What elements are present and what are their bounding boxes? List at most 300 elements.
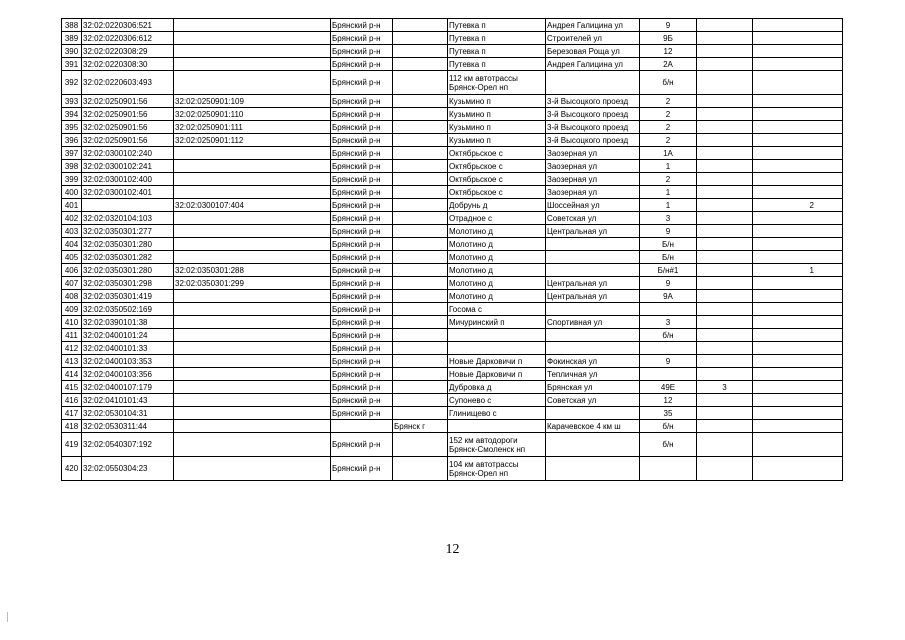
settlement-cell: Супонево с <box>448 394 546 407</box>
cadastral-number-cell: 32:02:0250901:56 <box>82 134 174 147</box>
apartment-number-cell <box>753 251 843 264</box>
apartment-number-cell <box>753 433 843 457</box>
cadastral-number-cell: 32:02:0250901:56 <box>82 108 174 121</box>
street-cell: Андрея Галицина ул <box>546 58 640 71</box>
street-cell <box>546 71 640 95</box>
building-number-cell <box>697 225 753 238</box>
house-number-cell: 9Б <box>640 32 697 45</box>
settlement-cell: Молотино д <box>448 238 546 251</box>
city-cell <box>393 225 448 238</box>
building-number-cell <box>697 420 753 433</box>
building-number-cell <box>697 238 753 251</box>
district-cell: Брянский р-н <box>331 290 393 303</box>
city-cell <box>393 433 448 457</box>
apartment-number-cell <box>753 368 843 381</box>
settlement-cell: Кузьмино п <box>448 134 546 147</box>
district-cell: Брянский р-н <box>331 186 393 199</box>
city-cell <box>393 368 448 381</box>
street-cell: Тепличная ул <box>546 368 640 381</box>
settlement-cell: Добрунь д <box>448 199 546 212</box>
settlement-cell: Октябрьское с <box>448 186 546 199</box>
street-cell: 3-й Высоцкого проезд <box>546 121 640 134</box>
house-number-cell: 1 <box>640 186 697 199</box>
parent-cadastral-number-cell <box>174 407 331 420</box>
street-cell: Андрея Галицина ул <box>546 19 640 32</box>
apartment-number-cell <box>753 71 843 95</box>
city-cell <box>393 381 448 394</box>
settlement-cell: Октябрьское с <box>448 173 546 186</box>
apartment-number-cell: 1 <box>753 264 843 277</box>
cadastral-number-cell: 32:02:0220306:612 <box>82 32 174 45</box>
table-row <box>62 316 843 329</box>
street-cell <box>546 238 640 251</box>
district-cell: Брянский р-н <box>331 329 393 342</box>
row-number-cell: 407 <box>62 277 82 290</box>
district-cell: Брянский р-н <box>331 433 393 457</box>
table-row <box>62 420 843 433</box>
row-number-cell: 398 <box>62 160 82 173</box>
district-cell: Брянский р-н <box>331 173 393 186</box>
settlement-cell: Новые Дарковичи п <box>448 355 546 368</box>
district-cell: Брянский р-н <box>331 160 393 173</box>
row-number-cell: 388 <box>62 19 82 32</box>
parent-cadastral-number-cell <box>174 186 331 199</box>
parent-cadastral-number-cell <box>174 368 331 381</box>
building-number-cell <box>697 212 753 225</box>
apartment-number-cell: 2 <box>753 199 843 212</box>
district-cell: Брянский р-н <box>331 19 393 32</box>
settlement-cell: Молотино д <box>448 251 546 264</box>
street-cell: Фокинская ул <box>546 355 640 368</box>
district-cell: Брянский р-н <box>331 147 393 160</box>
cadastral-number-cell: 32:02:0220603:493 <box>82 71 174 95</box>
house-number-cell: 49Е <box>640 381 697 394</box>
settlement-cell: Путевка п <box>448 58 546 71</box>
row-number-cell: 396 <box>62 134 82 147</box>
house-number-cell: 9А <box>640 290 697 303</box>
building-number-cell: 3 <box>697 381 753 394</box>
city-cell <box>393 316 448 329</box>
table-row <box>62 290 843 303</box>
cadastral-number-cell: 32:02:0350301:419 <box>82 290 174 303</box>
cadastral-number-cell: 32:02:0350301:282 <box>82 251 174 264</box>
building-number-cell <box>697 290 753 303</box>
table-row <box>62 199 843 212</box>
row-number-cell: 389 <box>62 32 82 45</box>
table-row <box>62 32 843 45</box>
apartment-number-cell <box>753 186 843 199</box>
house-number-cell: 35 <box>640 407 697 420</box>
building-number-cell <box>697 199 753 212</box>
district-cell: Брянский р-н <box>331 134 393 147</box>
building-number-cell <box>697 121 753 134</box>
cadastral-number-cell: 32:02:0530104:31 <box>82 407 174 420</box>
parent-cadastral-number-cell <box>174 329 331 342</box>
street-cell: 3-й Высоцкого проезд <box>546 108 640 121</box>
settlement-cell <box>448 329 546 342</box>
parent-cadastral-number-cell <box>174 394 331 407</box>
table-row <box>62 160 843 173</box>
city-cell <box>393 134 448 147</box>
apartment-number-cell <box>753 95 843 108</box>
city-cell <box>393 199 448 212</box>
district-cell: Брянский р-н <box>331 251 393 264</box>
house-number-cell: 2 <box>640 121 697 134</box>
row-number-cell: 410 <box>62 316 82 329</box>
building-number-cell <box>697 45 753 58</box>
parent-cadastral-number-cell <box>174 71 331 95</box>
house-number-cell: Б/н <box>640 251 697 264</box>
row-number-cell: 392 <box>62 71 82 95</box>
table-row <box>62 58 843 71</box>
table-row <box>62 173 843 186</box>
district-cell: Брянский р-н <box>331 225 393 238</box>
apartment-number-cell <box>753 277 843 290</box>
house-number-cell: 1А <box>640 147 697 160</box>
row-number-cell: 411 <box>62 329 82 342</box>
row-number-cell: 401 <box>62 199 82 212</box>
table-row <box>62 277 843 290</box>
building-number-cell <box>697 160 753 173</box>
building-number-cell <box>697 32 753 45</box>
settlement-cell: Кузьмино п <box>448 95 546 108</box>
apartment-number-cell <box>753 160 843 173</box>
house-number-cell: 9 <box>640 19 697 32</box>
city-cell <box>393 457 448 481</box>
settlement-cell: Молотино д <box>448 277 546 290</box>
table-row <box>62 329 843 342</box>
street-cell: 3-й Высоцкого проезд <box>546 134 640 147</box>
table-row <box>62 355 843 368</box>
cadastral-number-cell: 32:02:0350301:298 <box>82 277 174 290</box>
city-cell <box>393 186 448 199</box>
city-cell <box>393 45 448 58</box>
row-number-cell: 409 <box>62 303 82 316</box>
table-row <box>62 121 843 134</box>
table-row <box>62 238 843 251</box>
row-number-cell: 391 <box>62 58 82 71</box>
address-register-table <box>61 18 843 481</box>
parent-cadastral-number-cell: 32:02:0250901:112 <box>174 134 331 147</box>
cadastral-number-cell: 32:02:0300102:401 <box>82 186 174 199</box>
parent-cadastral-number-cell: 32:02:0300107:404 <box>174 199 331 212</box>
settlement-cell: 152 км автодороги Брянск-Смоленск нп <box>448 433 546 457</box>
apartment-number-cell <box>753 121 843 134</box>
city-cell <box>393 290 448 303</box>
district-cell: Брянский р-н <box>331 355 393 368</box>
settlement-cell: Октябрьское с <box>448 160 546 173</box>
apartment-number-cell <box>753 420 843 433</box>
cadastral-number-cell: 32:02:0390101:38 <box>82 316 174 329</box>
row-number-cell: 402 <box>62 212 82 225</box>
city-cell <box>393 238 448 251</box>
parent-cadastral-number-cell: 32:02:0250901:109 <box>174 95 331 108</box>
row-number-cell: 419 <box>62 433 82 457</box>
building-number-cell <box>697 264 753 277</box>
street-cell: 3-й Высоцкого проезд <box>546 95 640 108</box>
cadastral-number-cell <box>82 199 174 212</box>
building-number-cell <box>697 186 753 199</box>
settlement-cell: Мичуринский п <box>448 316 546 329</box>
row-number-cell: 390 <box>62 45 82 58</box>
house-number-cell <box>640 303 697 316</box>
district-cell: Брянский р-н <box>331 277 393 290</box>
apartment-number-cell <box>753 238 843 251</box>
row-number-cell: 394 <box>62 108 82 121</box>
city-cell <box>393 264 448 277</box>
table-row <box>62 95 843 108</box>
house-number-cell: Б/н#1 <box>640 264 697 277</box>
settlement-cell: Путевка п <box>448 19 546 32</box>
parent-cadastral-number-cell <box>174 19 331 32</box>
city-cell <box>393 19 448 32</box>
city-cell <box>393 173 448 186</box>
settlement-cell: Молотино д <box>448 225 546 238</box>
parent-cadastral-number-cell <box>174 381 331 394</box>
city-cell <box>393 121 448 134</box>
cadastral-number-cell: 32:02:0350502:169 <box>82 303 174 316</box>
house-number-cell: 12 <box>640 45 697 58</box>
district-cell: Брянский р-н <box>331 368 393 381</box>
street-cell: Заозерная ул <box>546 147 640 160</box>
cadastral-number-cell: 32:02:0220308:29 <box>82 45 174 58</box>
parent-cadastral-number-cell: 32:02:0350301:299 <box>174 277 331 290</box>
house-number-cell: Б/н <box>640 238 697 251</box>
house-number-cell: 9 <box>640 277 697 290</box>
street-cell <box>546 329 640 342</box>
street-cell: Спортивная ул <box>546 316 640 329</box>
street-cell: Центральная ул <box>546 225 640 238</box>
building-number-cell <box>697 355 753 368</box>
apartment-number-cell <box>753 134 843 147</box>
city-cell: Брянск г <box>393 420 448 433</box>
table-row <box>62 368 843 381</box>
parent-cadastral-number-cell <box>174 58 331 71</box>
street-cell: Брянская ул <box>546 381 640 394</box>
page-number: 12 <box>445 542 460 557</box>
row-number-cell: 413 <box>62 355 82 368</box>
district-cell: Брянский р-н <box>331 303 393 316</box>
cadastral-number-cell: 32:02:0220306:521 <box>82 19 174 32</box>
district-cell: Брянский р-н <box>331 407 393 420</box>
house-number-cell: б/н <box>640 329 697 342</box>
district-cell: Брянский р-н <box>331 95 393 108</box>
district-cell: Брянский р-н <box>331 316 393 329</box>
district-cell: Брянский р-н <box>331 457 393 481</box>
house-number-cell: 3 <box>640 212 697 225</box>
settlement-cell: Молотино д <box>448 290 546 303</box>
table-row <box>62 381 843 394</box>
city-cell <box>393 71 448 95</box>
building-number-cell <box>697 147 753 160</box>
settlement-cell: Кузьмино п <box>448 108 546 121</box>
settlement-cell: 112 км автотрассы Брянск-Орел нп <box>448 71 546 95</box>
table-row <box>62 108 843 121</box>
apartment-number-cell <box>753 303 843 316</box>
city-cell <box>393 160 448 173</box>
building-number-cell <box>697 329 753 342</box>
street-cell: Строителей ул <box>546 32 640 45</box>
house-number-cell: 1 <box>640 160 697 173</box>
parent-cadastral-number-cell: 32:02:0350301:288 <box>174 264 331 277</box>
cadastral-number-cell: 32:02:0400103:356 <box>82 368 174 381</box>
city-cell <box>393 95 448 108</box>
parent-cadastral-number-cell <box>174 212 331 225</box>
row-number-cell: 399 <box>62 173 82 186</box>
settlement-cell <box>448 420 546 433</box>
cadastral-number-cell: 32:02:0530311:44 <box>82 420 174 433</box>
district-cell: Брянский р-н <box>331 394 393 407</box>
table-row <box>62 394 843 407</box>
house-number-cell: 12 <box>640 394 697 407</box>
building-number-cell <box>697 134 753 147</box>
house-number-cell: 2 <box>640 134 697 147</box>
street-cell <box>546 457 640 481</box>
apartment-number-cell <box>753 381 843 394</box>
settlement-cell: Госома с <box>448 303 546 316</box>
settlement-cell: Путевка п <box>448 45 546 58</box>
building-number-cell <box>697 95 753 108</box>
table-row <box>62 71 843 95</box>
building-number-cell <box>697 277 753 290</box>
parent-cadastral-number-cell <box>174 160 331 173</box>
building-number-cell <box>697 19 753 32</box>
apartment-number-cell <box>753 225 843 238</box>
house-number-cell: 1 <box>640 199 697 212</box>
row-number-cell: 412 <box>62 342 82 355</box>
cadastral-number-cell: 32:02:0540307:192 <box>82 433 174 457</box>
settlement-cell: Молотино д <box>448 264 546 277</box>
street-cell <box>546 251 640 264</box>
settlement-cell: Глинищево с <box>448 407 546 420</box>
building-number-cell <box>697 394 753 407</box>
city-cell <box>393 342 448 355</box>
parent-cadastral-number-cell <box>174 45 331 58</box>
parent-cadastral-number-cell <box>174 225 331 238</box>
parent-cadastral-number-cell <box>174 355 331 368</box>
cadastral-number-cell: 32:02:0410101:43 <box>82 394 174 407</box>
apartment-number-cell <box>753 342 843 355</box>
district-cell: Брянский р-н <box>331 32 393 45</box>
table-row <box>62 147 843 160</box>
table-row <box>62 212 843 225</box>
city-cell <box>393 329 448 342</box>
parent-cadastral-number-cell <box>174 173 331 186</box>
street-cell <box>546 303 640 316</box>
building-number-cell <box>697 71 753 95</box>
building-number-cell <box>697 433 753 457</box>
row-number-cell: 393 <box>62 95 82 108</box>
cadastral-number-cell: 32:02:0350301:280 <box>82 238 174 251</box>
building-number-cell <box>697 407 753 420</box>
apartment-number-cell <box>753 147 843 160</box>
house-number-cell <box>640 342 697 355</box>
city-cell <box>393 251 448 264</box>
street-cell: Центральная ул <box>546 290 640 303</box>
row-number-cell: 417 <box>62 407 82 420</box>
parent-cadastral-number-cell <box>174 303 331 316</box>
district-cell: Брянский р-н <box>331 264 393 277</box>
table-row <box>62 251 843 264</box>
parent-cadastral-number-cell <box>174 457 331 481</box>
street-cell <box>546 264 640 277</box>
cadastral-number-cell: 32:02:0300102:241 <box>82 160 174 173</box>
parent-cadastral-number-cell <box>174 420 331 433</box>
building-number-cell <box>697 303 753 316</box>
city-cell <box>393 394 448 407</box>
apartment-number-cell <box>753 32 843 45</box>
row-number-cell: 408 <box>62 290 82 303</box>
parent-cadastral-number-cell <box>174 290 331 303</box>
parent-cadastral-number-cell <box>174 238 331 251</box>
apartment-number-cell <box>753 407 843 420</box>
row-number-cell: 418 <box>62 420 82 433</box>
street-cell: Центральная ул <box>546 277 640 290</box>
row-number-cell: 405 <box>62 251 82 264</box>
row-number-cell: 414 <box>62 368 82 381</box>
building-number-cell <box>697 58 753 71</box>
parent-cadastral-number-cell <box>174 342 331 355</box>
settlement-cell: Новые Дарковичи п <box>448 368 546 381</box>
district-cell: Брянский р-н <box>331 212 393 225</box>
building-number-cell <box>697 108 753 121</box>
parent-cadastral-number-cell <box>174 251 331 264</box>
cadastral-number-cell: 32:02:0400101:33 <box>82 342 174 355</box>
cadastral-number-cell: 32:02:0300102:400 <box>82 173 174 186</box>
settlement-cell: Отрадное с <box>448 212 546 225</box>
building-number-cell <box>697 316 753 329</box>
street-cell: Карачевское 4 км ш <box>546 420 640 433</box>
apartment-number-cell <box>753 290 843 303</box>
apartment-number-cell <box>753 45 843 58</box>
row-number-cell: 415 <box>62 381 82 394</box>
city-cell <box>393 407 448 420</box>
street-cell <box>546 433 640 457</box>
row-number-cell: 416 <box>62 394 82 407</box>
table-row <box>62 433 843 457</box>
city-cell <box>393 212 448 225</box>
settlement-cell: 104 км автотрассы Брянск-Орел нп <box>448 457 546 481</box>
settlement-cell: Октябрьское с <box>448 147 546 160</box>
apartment-number-cell <box>753 394 843 407</box>
row-number-cell: 406 <box>62 264 82 277</box>
cadastral-number-cell: 32:02:0300102:240 <box>82 147 174 160</box>
table-row <box>62 303 843 316</box>
street-cell: Советская ул <box>546 394 640 407</box>
street-cell: Березовая Роща ул <box>546 45 640 58</box>
building-number-cell <box>697 368 753 381</box>
parent-cadastral-number-cell <box>174 433 331 457</box>
building-number-cell <box>697 457 753 481</box>
district-cell: Брянский р-н <box>331 381 393 394</box>
parent-cadastral-number-cell <box>174 316 331 329</box>
apartment-number-cell <box>753 108 843 121</box>
house-number-cell: 3 <box>640 316 697 329</box>
row-number-cell: 397 <box>62 147 82 160</box>
parent-cadastral-number-cell: 32:02:0250901:110 <box>174 108 331 121</box>
house-number-cell: 2 <box>640 173 697 186</box>
city-cell <box>393 355 448 368</box>
row-number-cell: 395 <box>62 121 82 134</box>
cadastral-number-cell: 32:02:0350301:280 <box>82 264 174 277</box>
parent-cadastral-number-cell <box>174 32 331 45</box>
cadastral-number-cell: 32:02:0220308:30 <box>82 58 174 71</box>
apartment-number-cell <box>753 355 843 368</box>
table-row <box>62 264 843 277</box>
settlement-cell: Путевка п <box>448 32 546 45</box>
city-cell <box>393 303 448 316</box>
house-number-cell <box>640 368 697 381</box>
